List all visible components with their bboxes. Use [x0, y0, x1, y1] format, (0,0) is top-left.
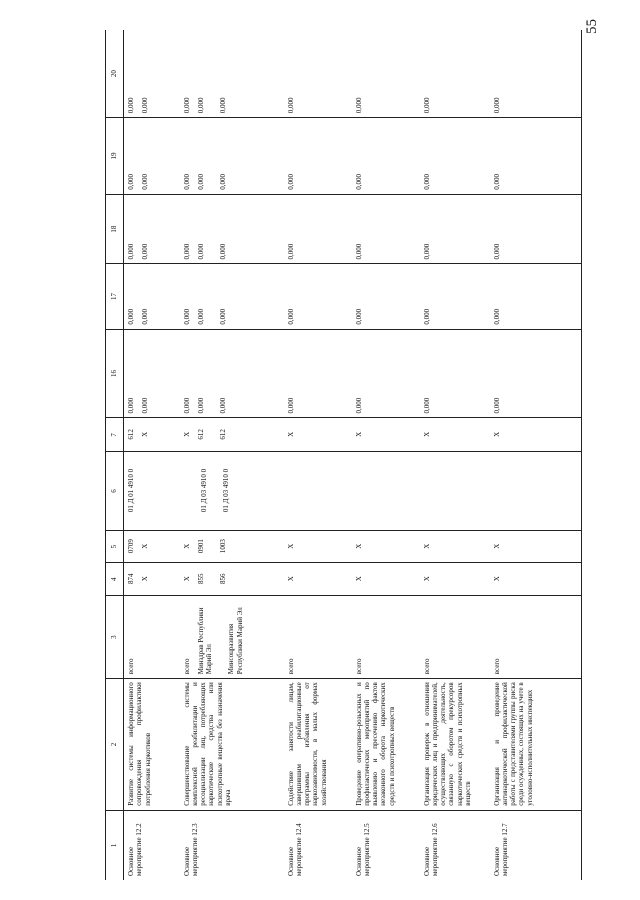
measure-label: Основное мероприятие 12.4: [286, 823, 303, 876]
value-cell: [284, 194, 352, 264]
code-cell: [124, 563, 180, 596]
value-cell: [352, 329, 420, 418]
value-cell: [284, 118, 352, 194]
value-cell: [352, 264, 420, 329]
source-label: всего: [182, 658, 191, 675]
value: 0,000: [354, 173, 363, 190]
value: 0,000: [422, 308, 431, 325]
code-cell: [420, 452, 490, 531]
value: 0,000: [127, 243, 135, 260]
value: 0,000: [141, 173, 150, 190]
header-cell: 17: [106, 264, 124, 329]
code-value: 612: [219, 429, 227, 440]
code-value: 0709: [127, 539, 135, 554]
code-value: Х: [422, 576, 431, 582]
code-cell: [180, 452, 284, 531]
value: 0,000: [422, 397, 431, 414]
source-cell: [420, 596, 490, 679]
code-value: Х: [286, 431, 295, 437]
value: 0,000: [196, 243, 205, 260]
measure-name: Совершенствование системы комплексной реабилитации и ресоциализации лиц, потребляющих наркотические средства или психотропные вещества без назначения врача: [182, 682, 232, 806]
value: 0,000: [286, 397, 295, 414]
value-cell: [180, 118, 284, 194]
value: 0,000: [219, 97, 227, 114]
measure-name-cell: [124, 679, 180, 811]
value: 0,000: [196, 173, 205, 190]
measure-cell: [284, 810, 352, 880]
value: 0,000: [182, 308, 191, 325]
source-cell: [284, 596, 352, 679]
value-cell: [124, 30, 180, 118]
measure-name: Развитие системы информационного сопровождения профилактики потребления наркотиков: [127, 682, 152, 806]
value: 0,000: [492, 308, 501, 325]
source-label: всего: [286, 658, 295, 675]
value: 0,000: [219, 243, 227, 260]
value: 0,000: [422, 243, 431, 260]
header-cell: 18: [106, 194, 124, 264]
header-cell: 6: [106, 452, 124, 531]
code-value: Х: [182, 543, 191, 549]
table-row: [420, 30, 490, 880]
value-cell: [180, 264, 284, 329]
code-cell: [490, 452, 582, 531]
code-cell: [284, 563, 352, 596]
header-cell: 3: [106, 596, 124, 679]
value-cell: [490, 264, 582, 329]
value-cell: [420, 30, 490, 118]
code-value: Х: [286, 576, 295, 582]
code-cell: [490, 418, 582, 452]
table-row: [490, 30, 582, 880]
measure-label: Основное мероприятие 12.7: [492, 823, 509, 876]
code-value: Х: [141, 543, 150, 549]
code-cell: [352, 530, 420, 563]
measure-name-cell: [284, 679, 352, 811]
value: 0,000: [182, 173, 191, 190]
value: 0,000: [286, 173, 295, 190]
header-cell: 20: [106, 30, 124, 118]
value: 0,000: [141, 243, 150, 260]
header-cell: 19: [106, 118, 124, 194]
source-label: всего: [127, 658, 135, 675]
value-cell: [124, 194, 180, 264]
measure-name-cell: [352, 679, 420, 811]
value-cell: [490, 118, 582, 194]
value: 0,000: [219, 173, 227, 190]
measure-name-cell: [180, 679, 284, 811]
source-cell: [180, 596, 284, 679]
value-cell: [420, 118, 490, 194]
value: 0,000: [492, 397, 501, 414]
code-value: Х: [182, 576, 191, 582]
value-cell: [420, 194, 490, 264]
measure-cell: [180, 810, 284, 880]
code-value: 01 Д 01 4910 0: [127, 468, 135, 513]
table-row: [352, 30, 420, 880]
measure-name: Организация и проведение антинаркотической профилактической работы с представителями группы риска среди осужденных, состоящих на учете в уголовно-исполнительных инспекциях: [492, 682, 534, 806]
value-cell: [180, 194, 284, 264]
code-value: Х: [286, 543, 295, 549]
code-value: 855: [196, 573, 205, 585]
value-cell: [420, 329, 490, 418]
measure-label: Основное мероприятие 12.5: [354, 823, 371, 876]
budget-table: [105, 30, 582, 880]
value: 0,000: [141, 97, 150, 114]
code-cell: [124, 418, 180, 452]
code-cell: [490, 530, 582, 563]
source-label: всего: [492, 658, 501, 675]
value: 0,000: [492, 243, 501, 260]
rotated-table-wrapper: [105, 30, 590, 880]
value-cell: [180, 329, 284, 418]
measure-cell: [124, 810, 180, 880]
code-value: 874: [127, 573, 135, 585]
code-value: 0901: [196, 539, 205, 554]
code-value: Х: [182, 431, 191, 437]
code-cell: [180, 418, 284, 452]
code-cell: [284, 530, 352, 563]
value: 0,000: [182, 243, 191, 260]
value-cell: [284, 30, 352, 118]
value-cell: [124, 329, 180, 418]
value-cell: [420, 264, 490, 329]
code-value: Х: [422, 431, 431, 437]
header-cell: 4: [106, 563, 124, 596]
measure-label: Основное мероприятие 12.3: [182, 823, 199, 876]
value: 0,000: [354, 97, 363, 114]
value-cell: [352, 118, 420, 194]
value: 0,000: [196, 308, 205, 325]
source-label: Минсоцразвития Республики Марий Эл: [227, 607, 244, 675]
value: 0,000: [422, 97, 431, 114]
value: 0,000: [141, 308, 150, 325]
value: 0,000: [196, 397, 205, 414]
measure-label: Основное мероприятие 12.2: [127, 823, 144, 876]
code-value: 01 Д 03 4910 0: [199, 468, 208, 513]
header-cell: 7: [106, 418, 124, 452]
code-value: Х: [354, 431, 363, 437]
measure-name: Содействие занятости лицам, завершившим реабилитационные программы избавления от наркозависимости, в малых формах хозяйствования: [286, 682, 328, 806]
measure-cell: [420, 810, 490, 880]
code-cell: [490, 563, 582, 596]
header-cell: 5: [106, 530, 124, 563]
value: 0,000: [196, 97, 205, 114]
code-cell: [180, 530, 284, 563]
value: 0,000: [127, 173, 135, 190]
code-value: Х: [354, 576, 363, 582]
code-cell: [352, 418, 420, 452]
table-row: [284, 30, 352, 880]
value: 0,000: [182, 97, 191, 114]
code-cell: [420, 418, 490, 452]
value: 0,000: [286, 243, 295, 260]
header-cell: 16: [106, 329, 124, 418]
value: 0,000: [286, 97, 295, 114]
code-value: 612: [127, 429, 135, 440]
code-value: Х: [492, 431, 501, 437]
code-cell: [124, 530, 180, 563]
value-cell: [284, 264, 352, 329]
value-cell: [490, 30, 582, 118]
code-value: 01 Д 03 4910 0: [221, 468, 230, 513]
value: 0,000: [219, 308, 227, 325]
value-cell: [352, 194, 420, 264]
table-row: [124, 30, 180, 880]
code-cell: [284, 452, 352, 531]
value: 0,000: [354, 397, 363, 414]
value: 0,000: [141, 397, 150, 414]
source-cell: [352, 596, 420, 679]
code-cell: [420, 530, 490, 563]
value-cell: [352, 30, 420, 118]
code-value: Х: [492, 576, 501, 582]
code-cell: [124, 452, 180, 531]
value: 0,000: [492, 97, 501, 114]
source-cell: [490, 596, 582, 679]
code-cell: [420, 563, 490, 596]
page-number: 55: [584, 19, 600, 34]
value-cell: [490, 194, 582, 264]
value: 0,000: [422, 173, 431, 190]
value: 0,000: [127, 397, 135, 414]
code-value: Х: [141, 576, 150, 582]
header-row: [106, 30, 124, 880]
code-value: Х: [422, 543, 431, 549]
source-label: всего: [422, 658, 431, 675]
source-label: всего: [354, 658, 363, 675]
value: 0,000: [182, 397, 191, 414]
measure-cell: [352, 810, 420, 880]
code-value: 612: [196, 429, 205, 440]
value: 0,000: [127, 97, 135, 114]
value: 0,000: [354, 308, 363, 325]
code-cell: [352, 452, 420, 531]
code-value: Х: [492, 543, 501, 549]
value: 0,000: [492, 173, 501, 190]
measure-name-cell: [420, 679, 490, 811]
value-cell: [124, 264, 180, 329]
table-row: [180, 30, 284, 880]
header-cell: 1: [106, 810, 124, 880]
value-cell: [284, 329, 352, 418]
measure-name: Организация проверок в отношении юридических лиц и предпринимателей, осуществляющих деятельность, связанную с оборотом прекурсоров наркотических средств и психотропных веществ: [422, 682, 472, 806]
value-cell: [180, 30, 284, 118]
source-label: Минздрав Республики Марий Эл: [196, 607, 213, 675]
code-value: 856: [219, 573, 227, 585]
value-cell: [124, 118, 180, 194]
code-value: Х: [354, 543, 363, 549]
measure-name-cell: [490, 679, 582, 811]
code-cell: [352, 563, 420, 596]
source-cell: [124, 596, 180, 679]
header-cell: 2: [106, 679, 124, 811]
code-value: Х: [141, 431, 150, 437]
measure-name: Проведение оперативно-розыскных и профилактических мероприятий по выявлению и пресечению фактов незаконного оборота наркотических средств и психотропных веществ: [354, 682, 396, 806]
value: 0,000: [354, 243, 363, 260]
measure-label: Основное мероприятие 12.6: [422, 823, 439, 876]
code-cell: [180, 563, 284, 596]
code-cell: [284, 418, 352, 452]
value-cell: [490, 329, 582, 418]
code-value: 1003: [219, 539, 227, 554]
value: 0,000: [219, 397, 227, 414]
value: 0,000: [286, 308, 295, 325]
measure-cell: [490, 810, 582, 880]
value: 0,000: [127, 308, 135, 325]
